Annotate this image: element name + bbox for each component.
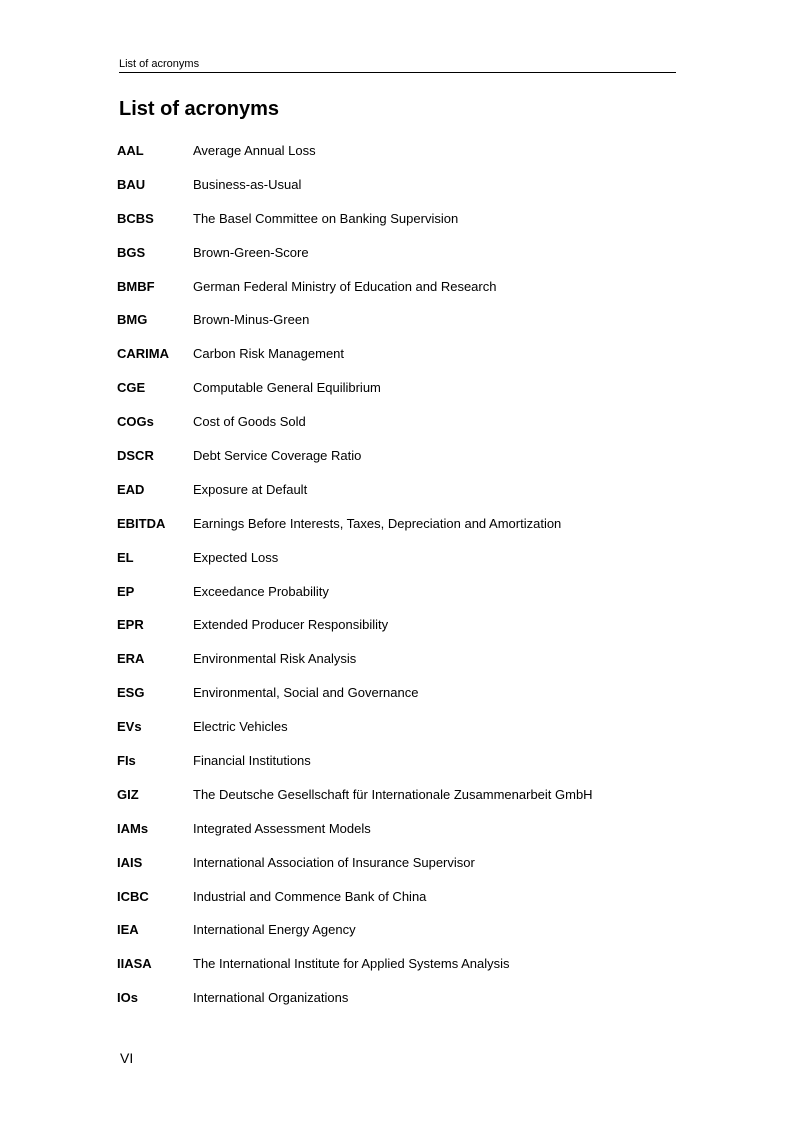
acronym-row [117, 310, 677, 344]
acronym-row [117, 175, 677, 209]
acronym-row [117, 920, 677, 954]
acronym-abbreviation: ICBC [117, 888, 149, 904]
acronym-row [117, 209, 677, 243]
acronym-abbreviation: CGE [117, 380, 146, 396]
acronym-abbreviation: IEA [117, 922, 139, 938]
acronym-definition: Electric Vehicles [193, 719, 288, 735]
acronym-definition: Financial Institutions [193, 753, 311, 769]
acronym-row [117, 243, 677, 277]
acronym-row [117, 615, 677, 649]
acronym-row [117, 514, 677, 548]
acronym-definition: Environmental, Social and Governance [193, 685, 419, 701]
acronym-row [117, 378, 677, 412]
acronym-row [117, 717, 677, 751]
acronym-abbreviation: ESG [117, 685, 145, 701]
acronym-definition: Brown-Green-Score [193, 244, 309, 260]
acronym-definition: Exposure at Default [193, 481, 308, 497]
page-number: VI [120, 1050, 134, 1066]
acronym-definition: Average Annual Loss [193, 143, 316, 158]
acronym-abbreviation: EAD [117, 481, 145, 497]
acronym-abbreviation: EBITDA [117, 515, 166, 531]
running-header-title: List of acronyms [119, 58, 200, 70]
acronym-abbreviation: EL [117, 549, 134, 565]
acronym-definition: Carbon Risk Management [193, 346, 345, 362]
acronym-row [117, 649, 677, 683]
acronym-definition: The Basel Committee on Banking Supervision [193, 210, 459, 226]
running-header [119, 58, 676, 73]
acronym-definition: International Association of Insurance Supervisor [193, 854, 475, 870]
acronym-abbreviation: IAIS [117, 854, 143, 870]
acronym-abbreviation: CARIMA [117, 346, 169, 362]
acronym-row [117, 988, 677, 1022]
acronym-abbreviation: ERA [117, 651, 145, 667]
acronym-abbreviation: FIs [117, 753, 136, 769]
acronym-abbreviation: IIASA [117, 956, 152, 972]
acronym-row [117, 582, 677, 616]
acronym-definition: Earnings Before Interests, Taxes, Depreciation and Amortization [193, 515, 562, 531]
acronym-list [117, 141, 677, 1022]
acronym-row [117, 344, 677, 378]
acronym-abbreviation: EP [117, 583, 135, 599]
acronym-definition: Industrial and Commence Bank of China [193, 888, 427, 904]
acronym-row [117, 819, 677, 853]
acronym-abbreviation: COGs [117, 414, 154, 430]
acronym-abbreviation: AAL [117, 143, 144, 158]
acronym-row [117, 141, 677, 175]
acronym-definition: Computable General Equilibrium [193, 380, 381, 396]
acronym-row [117, 954, 677, 988]
acronym-abbreviation: EPR [117, 617, 144, 633]
acronym-row [117, 683, 677, 717]
acronym-definition: Exceedance Probability [193, 583, 329, 599]
acronym-abbreviation: BCBS [117, 210, 154, 226]
acronym-definition: Debt Service Coverage Ratio [193, 448, 362, 464]
acronym-row [117, 446, 677, 480]
acronym-abbreviation: IOs [117, 990, 138, 1006]
acronym-definition: The Deutsche Gesellschaft für Internationale Zusammenarbeit GmbH [193, 786, 593, 802]
acronym-row [117, 751, 677, 785]
acronym-definition: The International Institute for Applied Systems Analysis [193, 956, 510, 972]
page-title: List of acronyms [119, 98, 280, 120]
acronym-definition: German Federal Ministry of Education and Research [193, 278, 497, 294]
acronym-row [117, 480, 677, 514]
acronym-row [117, 785, 677, 819]
acronym-definition: Extended Producer Responsibility [193, 617, 389, 633]
acronym-abbreviation: BGS [117, 244, 146, 260]
acronym-abbreviation: IAMs [117, 820, 149, 836]
acronym-definition: International Energy Agency [193, 922, 356, 938]
acronym-definition: Business-as-Usual [193, 176, 302, 192]
acronym-row [117, 887, 677, 921]
acronym-definition: International Organizations [193, 990, 349, 1006]
acronym-definition: Cost of Goods Sold [193, 414, 306, 430]
acronym-row [117, 412, 677, 446]
acronym-row [117, 853, 677, 887]
acronym-abbreviation: BMG [117, 312, 148, 328]
acronym-row [117, 548, 677, 582]
acronym-row [117, 277, 677, 311]
acronym-definition: Expected Loss [193, 549, 279, 565]
acronym-definition: Environmental Risk Analysis [193, 651, 357, 667]
acronym-abbreviation: BMBF [117, 278, 155, 294]
acronym-definition: Integrated Assessment Models [193, 820, 371, 836]
acronym-abbreviation: DSCR [117, 448, 154, 464]
acronym-abbreviation: GIZ [117, 786, 139, 802]
acronym-abbreviation: EVs [117, 719, 142, 735]
acronym-definition: Brown-Minus-Green [193, 312, 310, 328]
acronym-abbreviation: BAU [117, 176, 146, 192]
